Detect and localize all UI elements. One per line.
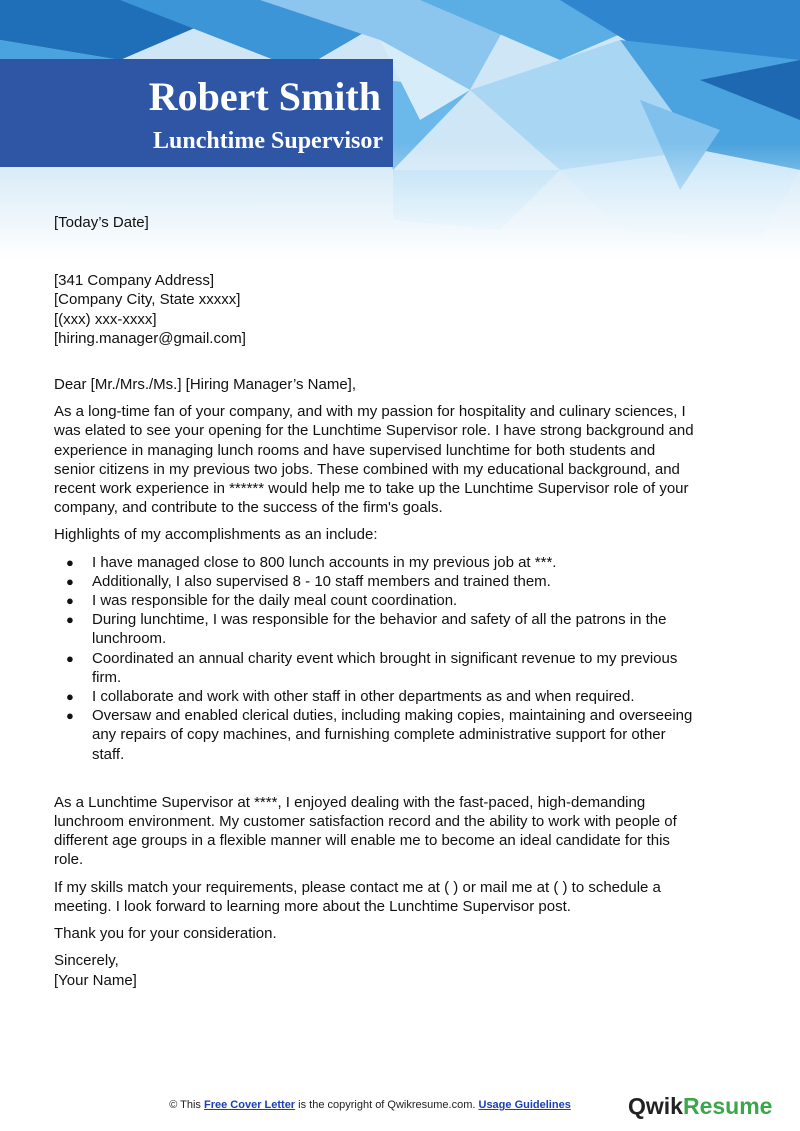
text-line: experience in managing lunch rooms and have supervised lunchtime for both students and — [54, 441, 656, 459]
address-line: [341 Company Address] — [54, 272, 215, 290]
text-line: company, and contribute to the success of the firm's goals. — [54, 499, 443, 517]
bullet-icon: ● — [66, 593, 74, 609]
text-line: staff. — [92, 745, 125, 763]
footer-middle: is the copyright of Qwikresume.com. — [295, 1099, 479, 1111]
logo-part-resume: Resume — [682, 1093, 773, 1119]
list-item — [66, 706, 754, 764]
signature: [Your Name] — [54, 971, 137, 989]
text-line: As a long-time fan of your company, and with my passion for hospitality and culinary sciences, I — [54, 403, 686, 421]
address-line: [Company City, State xxxxx] — [54, 291, 241, 309]
body-paragraph-2 — [54, 793, 754, 870]
text-line: Coordinated an annual charity event which brought in significant revenue to my previous — [92, 649, 678, 667]
applicant-title: Lunchtime Supervisor — [152, 128, 383, 154]
text-line: role. — [54, 851, 84, 869]
free-cover-letter-link[interactable]: Free Cover Letter — [204, 1099, 296, 1111]
qwikresume-logo[interactable] — [628, 1093, 772, 1120]
usage-guidelines-link[interactable]: Usage Guidelines — [478, 1099, 571, 1111]
list-item — [66, 649, 754, 687]
name-banner — [0, 59, 393, 167]
bullet-icon: ● — [66, 708, 74, 724]
bullet-icon: ● — [66, 612, 74, 628]
list-item — [66, 687, 754, 706]
text-line: I have managed close to 800 lunch accounts in my previous job at ***. — [92, 553, 557, 571]
text-line: was elated to see your opening for the Lunchtime Supervisor role. I have strong background and — [54, 422, 694, 440]
highlights-list — [54, 553, 754, 764]
greeting: Dear [Mr./Mrs./Ms.] [Hiring Manager’s Name], — [54, 376, 357, 394]
bullet-icon: ● — [66, 554, 74, 570]
bullet-icon: ● — [66, 650, 74, 666]
address-line: [hiring.manager@gmail.com] — [54, 329, 246, 347]
logo-part-qwik: Qwik — [628, 1093, 683, 1119]
text-line: Oversaw and enabled clerical duties, including making copies, maintaining and overseeing — [92, 707, 693, 725]
list-item — [66, 610, 754, 648]
bullet-icon: ● — [66, 689, 74, 705]
text-line: different age groups in a flexible manner will enable me to become an ideal candidate for this — [54, 832, 670, 850]
list-item — [66, 591, 754, 610]
text-line: If my skills match your requirements, please contact me at ( ) or mail me at ( ) to schedule a — [54, 878, 661, 896]
text-line: senior citizens in my previous two jobs. These combined with my educational background, and — [54, 460, 680, 478]
text-line: lunchroom environment. My customer satisfaction record and the ability to work with people of — [54, 813, 677, 831]
list-item — [66, 553, 754, 572]
body-paragraph-3 — [54, 878, 754, 916]
highlights-intro: Highlights of my accomplishments as an include: — [54, 526, 378, 544]
address-line: [(xxx) xxx-xxxx] — [54, 310, 157, 328]
intro-paragraph — [54, 402, 754, 517]
recipient-address — [54, 271, 754, 348]
text-line: Additionally, I also supervised 8 - 10 staff members and trained them. — [92, 572, 551, 590]
text-line: During lunchtime, I was responsible for the behavior and safety of all the patrons in the — [92, 611, 667, 629]
footer-prefix: © This — [169, 1099, 204, 1111]
thanks-line: Thank you for your consideration. — [54, 925, 277, 943]
text-line: I was responsible for the daily meal count coordination. — [92, 592, 458, 610]
text-line: meeting. I look forward to learning more about the Lunchtime Supervisor post. — [54, 897, 571, 915]
text-line: lunchroom. — [92, 630, 167, 648]
text-line: firm. — [92, 668, 122, 686]
text-line: recent work experience in ****** would help me to take up the Lunchtime Supervisor role of your — [54, 480, 689, 498]
bullet-icon: ● — [66, 573, 74, 589]
letter-date: [Today’s Date] — [54, 214, 149, 231]
closing: Sincerely, — [54, 952, 119, 970]
list-item — [66, 572, 754, 591]
applicant-name: Robert Smith — [148, 74, 381, 119]
text-line: As a Lunchtime Supervisor at ****, I enjoyed dealing with the fast-paced, high-demanding — [54, 793, 646, 811]
text-line: any repairs of copy machines, and furnishing complete administrative support for other — [92, 726, 666, 744]
text-line: I collaborate and work with other staff in other departments as and when required. — [92, 688, 635, 706]
letter-body — [54, 213, 754, 990]
